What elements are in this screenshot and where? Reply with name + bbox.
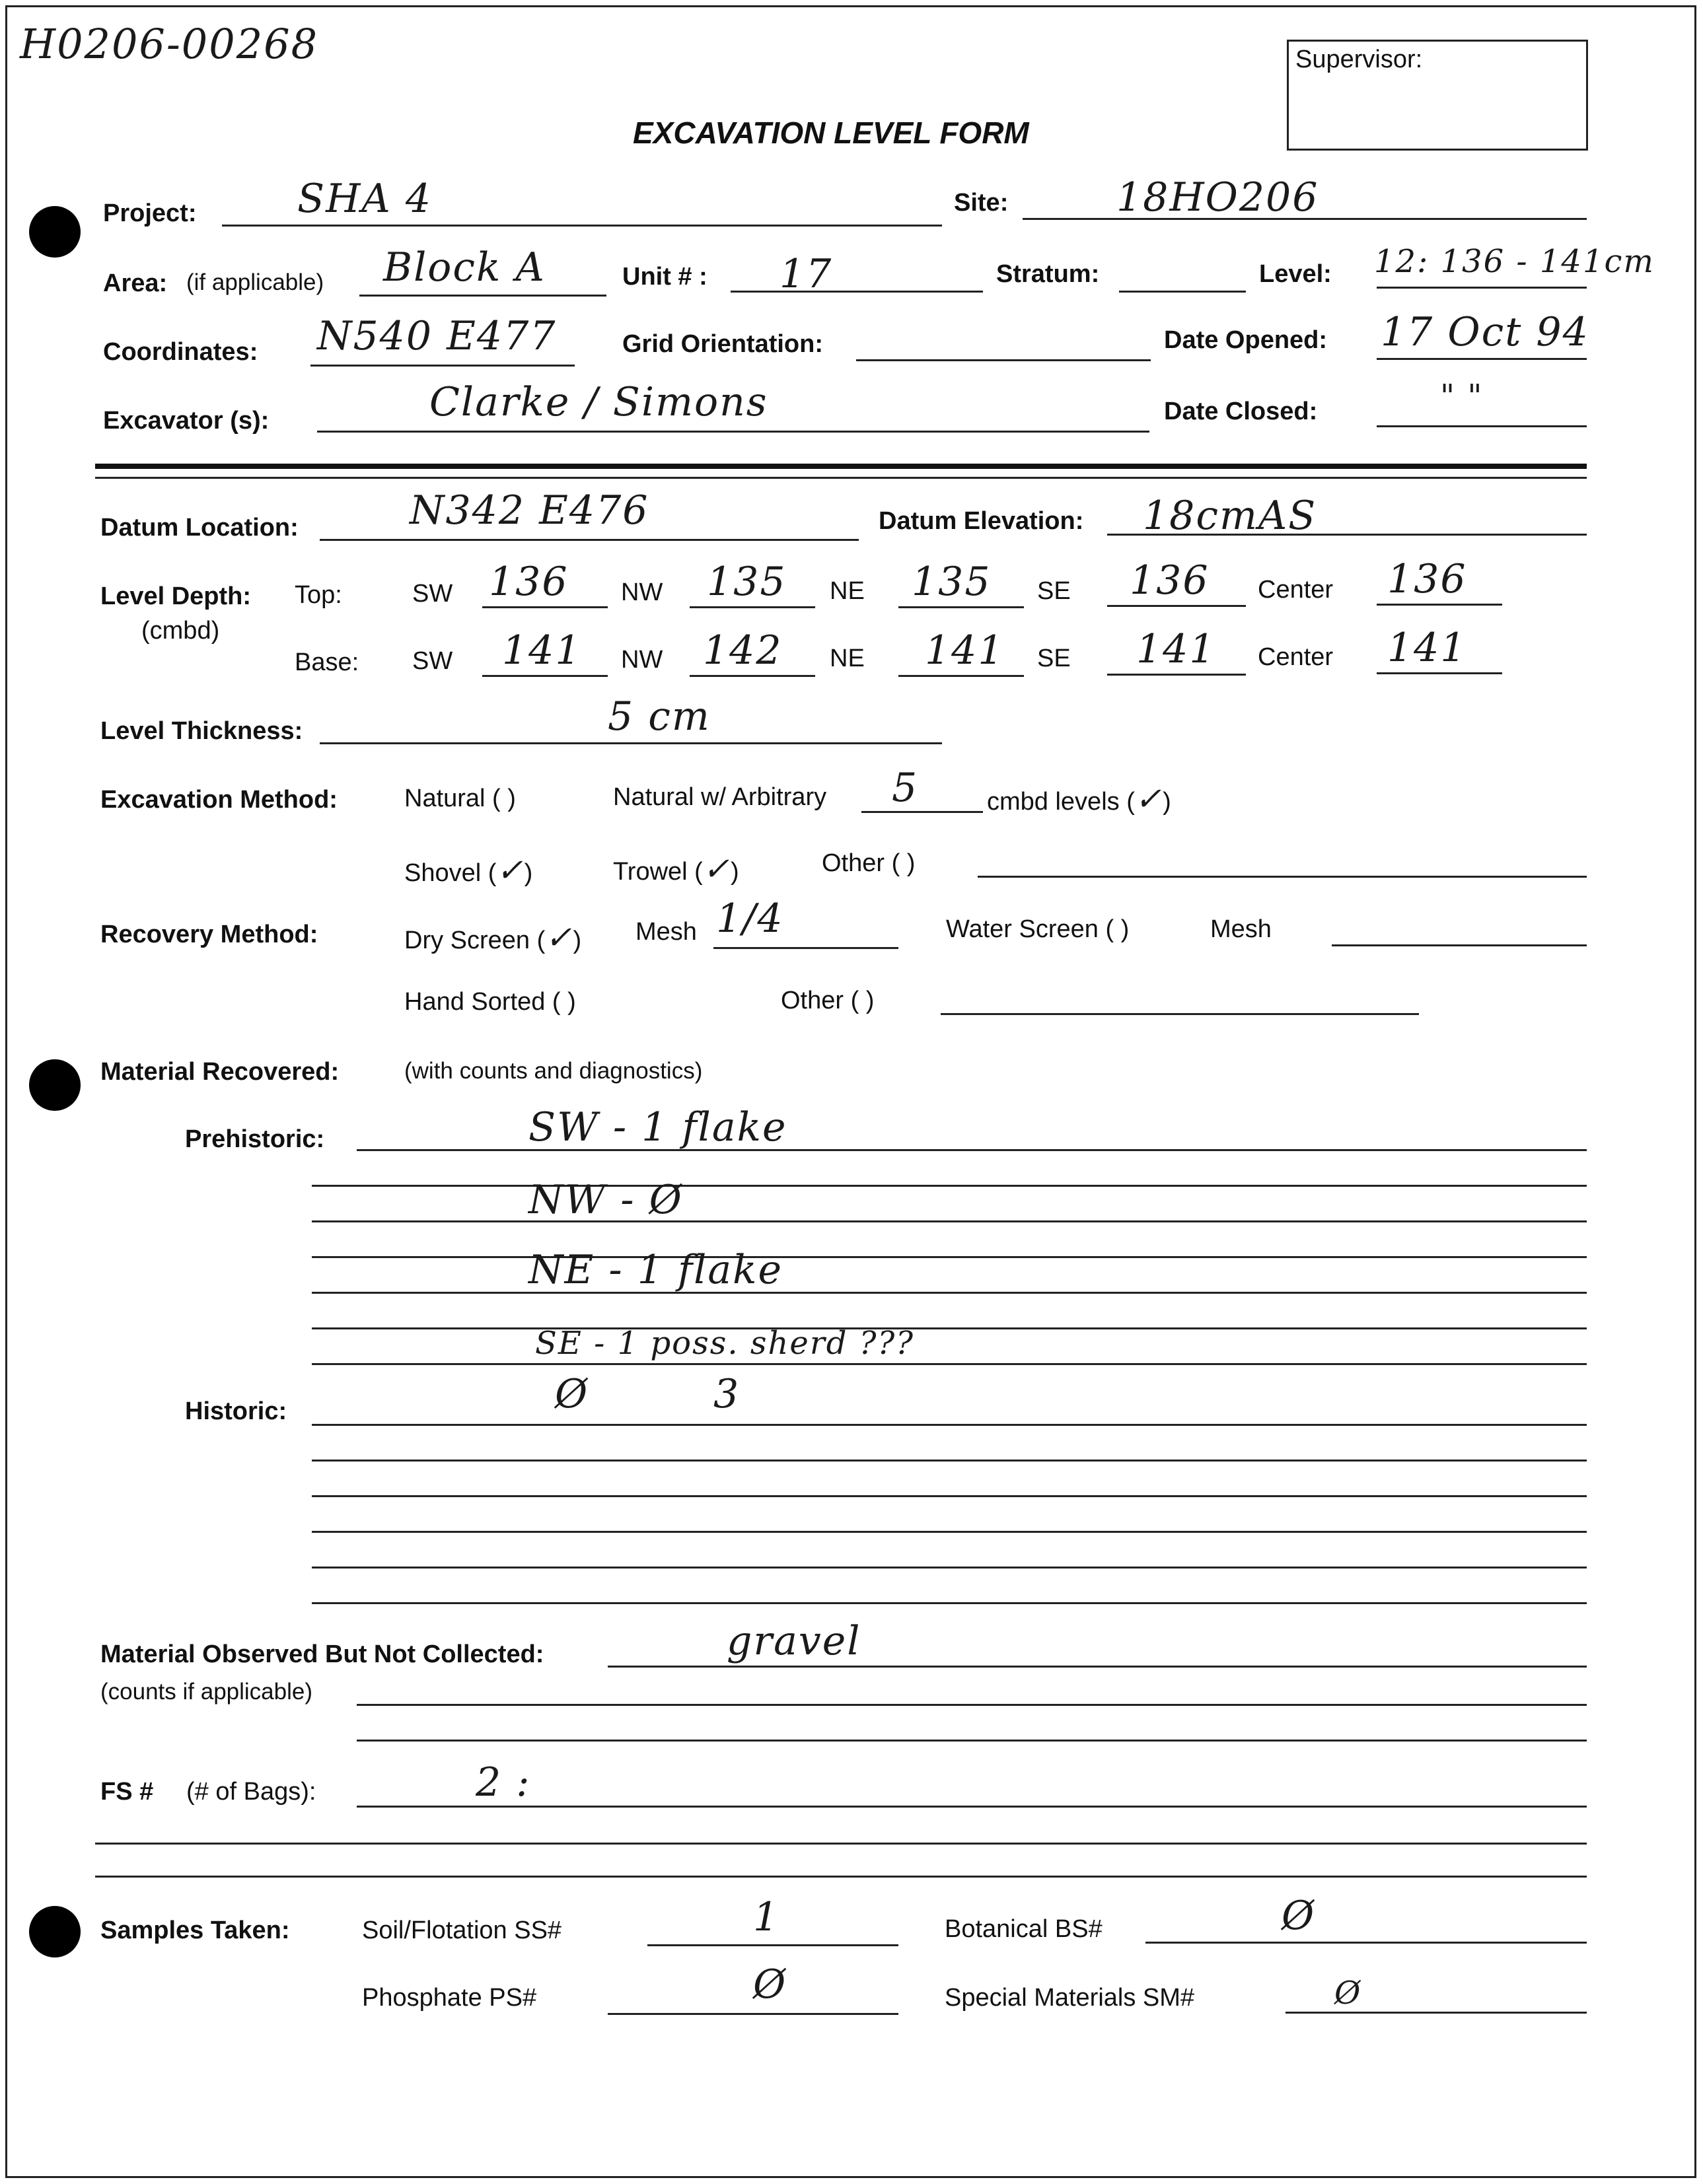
excavation-method-label: Excavation Method: [100,786,338,814]
prehistoric-line[interactable] [312,1185,1587,1187]
base-se-label: SE [1037,645,1071,672]
base-sw-field[interactable] [482,675,608,677]
date-closed-field[interactable] [1377,425,1587,427]
top-nw-value: 135 [707,559,787,605]
prehistoric-line[interactable] [312,1220,1587,1222]
natural-arbitrary-label: Natural w/ Arbitrary [613,783,827,811]
coordinates-field[interactable] [310,365,575,367]
excavator-field[interactable] [317,431,1149,433]
level-thickness-label: Level Thickness: [100,717,303,745]
dry-screen-option[interactable] [404,919,581,956]
punch-hole [29,1059,81,1111]
special-materials-field[interactable] [1286,2012,1587,2014]
botanical-label: Botanical BS# [945,1915,1103,1943]
prehistoric-entry: SE - 1 poss. sherd ??? [535,1325,914,1362]
mesh2-field[interactable] [1332,944,1587,946]
fs-value: 2 : [476,1759,531,1806]
grid-orientation-field[interactable] [856,359,1151,361]
date-closed-label: Date Closed: [1164,398,1318,425]
top-ne-label: NE [830,577,865,605]
shovel-label: Shovel ( [404,859,497,887]
document-id: H0206-00268 [20,20,319,68]
coordinates-value: N540 E477 [317,313,557,359]
botanical-value: Ø [1282,1893,1316,1939]
arbitrary-interval-field[interactable] [861,811,983,813]
level-field[interactable] [1377,287,1587,289]
prehistoric-line[interactable] [312,1256,1587,1258]
observed-line[interactable] [357,1704,1587,1706]
material-recovered-label: Material Recovered: [100,1058,340,1086]
stratum-label: Stratum: [996,260,1100,288]
cmbd-levels-check: ✓ [1134,781,1163,818]
special-materials-label: Special Materials SM# [945,1984,1195,2012]
unit-field[interactable] [731,291,983,293]
excavator-value: Clarke / Simons [429,379,768,425]
prehistoric-line[interactable] [312,1327,1587,1329]
base-nw-label: NW [621,646,663,674]
water-screen-option[interactable]: Water Screen ( ) [946,915,1130,943]
base-center-field[interactable] [1377,672,1502,674]
samples-label: Samples Taken: [100,1917,290,1944]
stratum-field[interactable] [1119,291,1246,293]
recovery-method-label: Recovery Method: [100,921,318,948]
phosphate-label: Phosphate PS# [362,1984,537,2012]
datum-location-value: N342 E476 [410,487,649,534]
date-opened-label: Date Opened: [1164,326,1328,354]
prehistoric-label: Prehistoric: [185,1125,325,1153]
project-field[interactable] [222,225,942,227]
historic-line[interactable] [312,1531,1587,1533]
date-closed-value: " " [1440,378,1484,415]
top-sw-label: SW [412,580,453,608]
base-sw-value: 141 [502,627,582,674]
datum-location-field[interactable] [320,539,859,541]
level-thickness-value: 5 cm [608,693,711,740]
fs-extra-line[interactable] [95,1876,1587,1878]
supervisor-label: Supervisor: [1295,46,1423,73]
historic-line[interactable] [312,1460,1587,1462]
base-nw-value: 142 [703,627,783,674]
cmbd-levels-close: ) [1163,788,1171,816]
area-field[interactable] [359,295,606,297]
datum-elevation-value: 18cmAS [1143,493,1317,539]
shovel-option[interactable] [404,852,532,889]
base-sw-label: SW [412,647,453,675]
unit-label: Unit # : [622,263,707,291]
base-se-value: 141 [1136,626,1216,672]
site-label: Site: [954,189,1009,217]
form-title: EXCAVATION LEVEL FORM [633,116,1029,150]
historic-line[interactable] [312,1424,1587,1426]
punch-hole [29,1906,81,1957]
section-divider [95,464,1587,469]
arbitrary-interval-value: 5 [892,765,919,811]
section-divider-thin [95,477,1587,479]
material-recovered-note: (with counts and diagnostics) [404,1058,703,1084]
project-value: SHA 4 [297,176,433,222]
site-value: 18HO206 [1116,174,1319,221]
observed-note: (counts if applicable) [100,1679,312,1705]
prehistoric-entry: NE - 1 flake [528,1247,783,1293]
natural-option[interactable]: Natural ( ) [404,785,516,812]
datum-location-label: Datum Location: [100,514,299,542]
observed-line[interactable] [357,1740,1587,1742]
fs-note: (# of Bags): [186,1778,316,1806]
datum-elevation-label: Datum Elevation: [879,507,1084,535]
unit-value: 17 [779,251,833,297]
shovel-check: ✓ [496,852,525,889]
trowel-label: Trowel ( [613,858,703,886]
trowel-check: ✓ [702,851,731,888]
mesh-field[interactable] [713,947,898,949]
supervisor-box[interactable] [1287,40,1588,151]
historic-line[interactable] [312,1602,1587,1604]
cmbd-levels-option[interactable] [987,781,1171,818]
cmbd-levels-label: cmbd levels ( [987,788,1135,816]
dry-screen-check: ✓ [545,919,573,956]
top-se-label: SE [1037,577,1071,605]
top-ne-value: 135 [912,559,992,605]
area-note: (if applicable) [186,269,324,295]
observed-line[interactable] [608,1666,1587,1668]
prehistoric-line[interactable] [312,1292,1587,1294]
fs-label: FS # [100,1778,154,1806]
top-label: Top: [295,581,342,609]
dry-screen-close: ) [573,927,582,954]
punch-hole [29,206,81,258]
phosphate-value: Ø [753,1961,787,2008]
botanical-field[interactable] [1145,1942,1587,1944]
historic-value: Ø [555,1371,589,1417]
historic-line[interactable] [312,1567,1587,1568]
soil-flotation-label: Soil/Flotation SS# [362,1917,562,1944]
top-center-field[interactable] [1377,604,1502,606]
base-ne-field[interactable] [898,675,1024,677]
trowel-close: ) [731,858,739,886]
base-nw-field[interactable] [690,675,815,677]
historic-extra: 3 [713,1371,741,1417]
prehistoric-entry: SW - 1 flake [528,1104,787,1150]
level-depth-unit: (cmbd) [141,617,220,645]
trowel-option[interactable] [613,851,739,888]
area-label: Area: [103,269,168,297]
other-excavation-option[interactable]: Other ( ) [822,849,916,877]
base-ne-label: NE [830,645,865,672]
soil-flotation-field[interactable] [647,1944,898,1946]
level-value: 12: 136 - 141cm [1374,243,1655,280]
fs-field[interactable] [357,1806,1587,1808]
level-depth-label: Level Depth: [100,582,252,610]
level-label: Level: [1259,260,1332,288]
top-center-value: 136 [1387,556,1467,602]
top-ne-field[interactable] [898,606,1024,608]
coordinates-label: Coordinates: [103,338,258,366]
top-nw-label: NW [621,579,663,606]
top-se-value: 136 [1130,557,1210,604]
prehistoric-line[interactable] [312,1363,1587,1365]
grid-orientation-label: Grid Orientation: [622,330,823,358]
soil-flotation-value: 1 [753,1894,780,1940]
hand-sorted-option[interactable]: Hand Sorted ( ) [404,988,576,1016]
top-se-field[interactable] [1107,605,1246,607]
base-ne-value: 141 [925,627,1005,674]
base-center-label: Center [1258,643,1334,671]
base-se-field[interactable] [1107,674,1246,676]
dry-screen-label: Dry Screen ( [404,927,546,954]
special-materials-value: Ø [1334,1975,1362,2012]
observed-value: gravel [727,1618,861,1664]
project-label: Project: [103,199,197,227]
fs-extra-line[interactable] [95,1843,1587,1845]
mesh2-label: Mesh [1210,915,1272,943]
level-thickness-field[interactable] [320,742,942,744]
excavator-label: Excavator (s): [103,407,270,435]
base-label: Base: [295,649,359,676]
historic-line[interactable] [312,1495,1587,1497]
mesh-label: Mesh [635,918,697,946]
mesh-value: 1/4 [716,896,784,942]
prehistoric-entry: NW - Ø [528,1177,683,1223]
other-recovery-field[interactable] [941,1013,1419,1015]
historic-label: Historic: [185,1397,287,1425]
area-value: Block A [383,244,546,291]
top-center-label: Center [1258,576,1334,604]
observed-label: Material Observed But Not Collected: [100,1640,544,1668]
phosphate-field[interactable] [608,2013,898,2015]
other-excavation-field[interactable] [978,876,1587,878]
top-nw-field[interactable] [690,606,815,608]
top-sw-field[interactable] [482,606,608,608]
top-sw-value: 136 [489,559,569,605]
other-recovery-option[interactable]: Other ( ) [781,987,875,1014]
base-center-value: 141 [1387,625,1467,671]
date-opened-field[interactable] [1377,358,1587,360]
shovel-close: ) [524,859,533,887]
date-opened-value: 17 Oct 94 [1381,309,1589,355]
